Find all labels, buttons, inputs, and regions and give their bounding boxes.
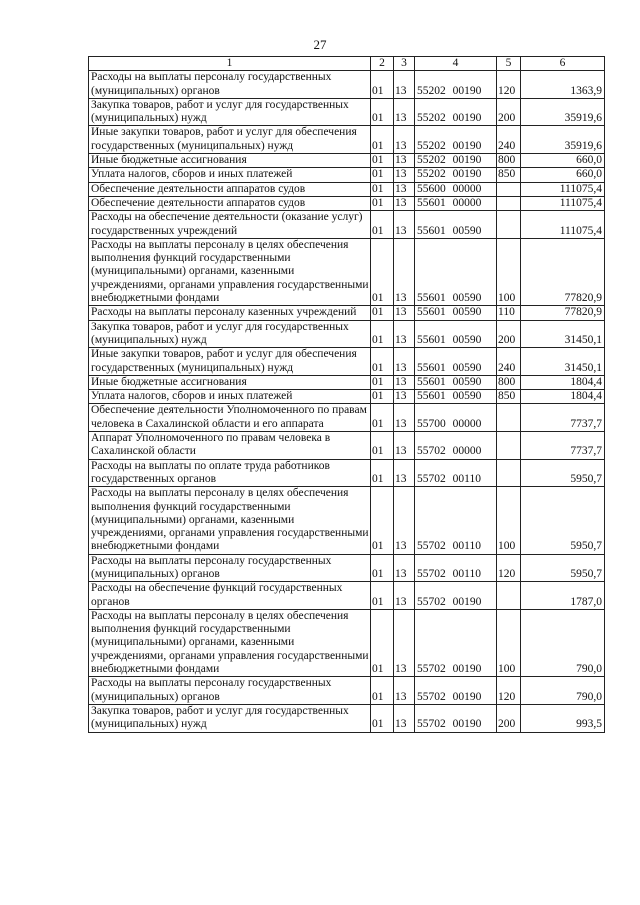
row-section: 01 <box>371 211 394 239</box>
row-section: 01 <box>371 168 394 182</box>
table-row <box>89 168 605 182</box>
row-expense-type: 120 <box>497 677 521 705</box>
row-subsection: 13 <box>394 154 415 168</box>
row-amount: 111075,4 <box>521 182 605 196</box>
table-row <box>89 609 605 676</box>
row-section: 01 <box>371 196 394 210</box>
row-target-article: 55700 00000 <box>415 404 497 432</box>
row-target-article: 55702 00110 <box>415 459 497 487</box>
row-expense-type <box>497 196 521 210</box>
row-amount: 5950,7 <box>521 459 605 487</box>
table-row <box>89 390 605 404</box>
table-row <box>89 554 605 582</box>
row-subsection: 13 <box>394 168 415 182</box>
table-row <box>89 320 605 348</box>
row-expense-type <box>497 582 521 610</box>
table-row <box>89 348 605 376</box>
table-row <box>89 196 605 210</box>
table-row <box>89 375 605 389</box>
row-target-article: 55202 00190 <box>415 98 497 126</box>
row-expense-type: 100 <box>497 238 521 305</box>
row-name: Закупка товаров, работ и услуг для государственных (муниципальных) нужд <box>89 320 371 348</box>
table-row <box>89 432 605 460</box>
row-target-article: 55202 00190 <box>415 154 497 168</box>
page-number: 27 <box>313 37 327 52</box>
row-target-article: 55601 00000 <box>415 196 497 210</box>
row-subsection: 13 <box>394 306 415 320</box>
table-row <box>89 306 605 320</box>
row-name: Расходы на выплаты персоналу в целях обеспечения выполнения функций государственными (муниципальными) органами, казенными учреждениями, органами управления государственными внебюджетными фондами <box>89 487 371 554</box>
row-expense-type: 800 <box>497 375 521 389</box>
row-amount: 77820,9 <box>521 238 605 305</box>
row-amount: 7737,7 <box>521 432 605 460</box>
row-target-article: 55702 00190 <box>415 704 497 732</box>
row-name: Расходы на выплаты персоналу государственных (муниципальных) органов <box>89 677 371 705</box>
row-expense-type <box>497 404 521 432</box>
table-row <box>89 98 605 126</box>
row-target-article: 55202 00190 <box>415 126 497 154</box>
row-name: Аппарат Уполномоченного по правам человека в Сахалинской области <box>89 432 371 460</box>
row-amount: 790,0 <box>521 609 605 676</box>
row-section: 01 <box>371 182 394 196</box>
row-expense-type: 110 <box>497 306 521 320</box>
row-amount: 660,0 <box>521 154 605 168</box>
row-amount: 111075,4 <box>521 211 605 239</box>
table-row <box>89 677 605 705</box>
row-amount: 77820,9 <box>521 306 605 320</box>
row-name: Расходы на выплаты персоналу в целях обеспечения выполнения функций государственными (муниципальными) органами, казенными учреждениями, органами управления государственными внебюджетными фондами <box>89 238 371 305</box>
row-section: 01 <box>371 238 394 305</box>
row-section: 01 <box>371 582 394 610</box>
row-expense-type: 100 <box>497 487 521 554</box>
table-row <box>89 404 605 432</box>
row-name: Расходы на выплаты персоналу государственных (муниципальных) органов <box>89 71 371 99</box>
row-amount: 1363,9 <box>521 71 605 99</box>
row-name: Иные закупки товаров, работ и услуг для обеспечения государственных (муниципальных) нужд <box>89 348 371 376</box>
row-target-article: 55702 00190 <box>415 677 497 705</box>
row-expense-type: 240 <box>497 126 521 154</box>
table-row <box>89 487 605 554</box>
row-name: Расходы на выплаты по оплате труда работников государственных органов <box>89 459 371 487</box>
row-section: 01 <box>371 306 394 320</box>
row-name: Обеспечение деятельности аппаратов судов <box>89 196 371 210</box>
row-amount: 7737,7 <box>521 404 605 432</box>
row-section: 01 <box>371 390 394 404</box>
row-expense-type: 120 <box>497 554 521 582</box>
row-target-article: 55601 00590 <box>415 211 497 239</box>
row-subsection: 13 <box>394 704 415 732</box>
row-amount: 5950,7 <box>521 487 605 554</box>
row-expense-type: 200 <box>497 320 521 348</box>
row-amount: 31450,1 <box>521 320 605 348</box>
row-target-article: 55601 00590 <box>415 375 497 389</box>
row-target-article: 55202 00190 <box>415 71 497 99</box>
row-amount: 1804,4 <box>521 390 605 404</box>
row-subsection: 13 <box>394 98 415 126</box>
row-name: Расходы на обеспечение деятельности (оказание услуг) государственных учреждений <box>89 211 371 239</box>
row-target-article: 55601 00590 <box>415 348 497 376</box>
row-expense-type: 850 <box>497 390 521 404</box>
row-name: Обеспечение деятельности аппаратов судов <box>89 182 371 196</box>
row-target-article: 55702 00110 <box>415 487 497 554</box>
row-section: 01 <box>371 432 394 460</box>
row-amount: 790,0 <box>521 677 605 705</box>
row-name: Расходы на выплаты персоналу в целях обеспечения выполнения функций государственными (муниципальными) органами, казенными учреждениями, органами управления государственными внебюджетными фондами <box>89 609 371 676</box>
row-section: 01 <box>371 348 394 376</box>
row-amount: 1787,0 <box>521 582 605 610</box>
row-amount: 5950,7 <box>521 554 605 582</box>
table-row <box>89 154 605 168</box>
row-subsection: 13 <box>394 404 415 432</box>
row-subsection: 13 <box>394 582 415 610</box>
column-header-4: 4 <box>415 57 497 71</box>
row-name: Обеспечение деятельности Уполномоченного по правам человека в Сахалинской области и его аппарата <box>89 404 371 432</box>
row-subsection: 13 <box>394 211 415 239</box>
row-name: Уплата налогов, сборов и иных платежей <box>89 390 371 404</box>
table-row <box>89 182 605 196</box>
row-amount: 1804,4 <box>521 375 605 389</box>
row-name: Иные закупки товаров, работ и услуг для обеспечения государственных (муниципальных) нужд <box>89 126 371 154</box>
row-target-article: 55702 00000 <box>415 432 497 460</box>
row-subsection: 13 <box>394 71 415 99</box>
row-subsection: 13 <box>394 677 415 705</box>
row-section: 01 <box>371 459 394 487</box>
row-section: 01 <box>371 375 394 389</box>
row-target-article: 55702 00190 <box>415 582 497 610</box>
row-name: Уплата налогов, сборов и иных платежей <box>89 168 371 182</box>
row-target-article: 55601 00590 <box>415 306 497 320</box>
table-row <box>89 71 605 99</box>
column-header-2: 2 <box>371 57 394 71</box>
row-subsection: 13 <box>394 348 415 376</box>
row-section: 01 <box>371 487 394 554</box>
budget-table <box>88 56 605 733</box>
table-row <box>89 211 605 239</box>
row-subsection: 13 <box>394 238 415 305</box>
row-section: 01 <box>371 404 394 432</box>
table-row <box>89 582 605 610</box>
row-expense-type: 800 <box>497 154 521 168</box>
row-expense-type <box>497 182 521 196</box>
row-subsection: 13 <box>394 320 415 348</box>
row-subsection: 13 <box>394 554 415 582</box>
column-header-6: 6 <box>521 57 605 71</box>
row-name: Иные бюджетные ассигнования <box>89 375 371 389</box>
row-expense-type <box>497 211 521 239</box>
row-target-article: 55600 00000 <box>415 182 497 196</box>
row-name: Закупка товаров, работ и услуг для государственных (муниципальных) нужд <box>89 704 371 732</box>
row-amount: 993,5 <box>521 704 605 732</box>
column-header-5: 5 <box>497 57 521 71</box>
row-subsection: 13 <box>394 609 415 676</box>
row-target-article: 55202 00190 <box>415 168 497 182</box>
row-subsection: 13 <box>394 432 415 460</box>
row-subsection: 13 <box>394 126 415 154</box>
table-row <box>89 459 605 487</box>
row-section: 01 <box>371 609 394 676</box>
row-expense-type: 850 <box>497 168 521 182</box>
table-row <box>89 704 605 732</box>
row-expense-type: 120 <box>497 71 521 99</box>
row-amount: 35919,6 <box>521 126 605 154</box>
row-target-article: 55601 00590 <box>415 238 497 305</box>
row-name: Расходы на обеспечение функций государственных органов <box>89 582 371 610</box>
row-section: 01 <box>371 71 394 99</box>
row-target-article: 55601 00590 <box>415 390 497 404</box>
column-header-3: 3 <box>394 57 415 71</box>
row-name: Иные бюджетные ассигнования <box>89 154 371 168</box>
row-subsection: 13 <box>394 459 415 487</box>
row-amount: 31450,1 <box>521 348 605 376</box>
row-expense-type: 240 <box>497 348 521 376</box>
row-subsection: 13 <box>394 196 415 210</box>
row-target-article: 55601 00590 <box>415 320 497 348</box>
table-row <box>89 238 605 305</box>
row-amount: 111075,4 <box>521 196 605 210</box>
row-amount: 35919,6 <box>521 98 605 126</box>
row-section: 01 <box>371 98 394 126</box>
row-subsection: 13 <box>394 182 415 196</box>
row-subsection: 13 <box>394 487 415 554</box>
table-row <box>89 126 605 154</box>
row-expense-type: 200 <box>497 98 521 126</box>
row-expense-type: 200 <box>497 704 521 732</box>
row-section: 01 <box>371 554 394 582</box>
row-section: 01 <box>371 677 394 705</box>
row-expense-type: 100 <box>497 609 521 676</box>
row-section: 01 <box>371 126 394 154</box>
column-header-1: 1 <box>89 57 371 71</box>
table-header-row <box>89 57 605 71</box>
row-section: 01 <box>371 154 394 168</box>
row-name: Расходы на выплаты персоналу казенных учреждений <box>89 306 371 320</box>
row-target-article: 55702 00190 <box>415 609 497 676</box>
row-subsection: 13 <box>394 375 415 389</box>
row-name: Закупка товаров, работ и услуг для государственных (муниципальных) нужд <box>89 98 371 126</box>
row-target-article: 55702 00110 <box>415 554 497 582</box>
row-section: 01 <box>371 320 394 348</box>
row-section: 01 <box>371 704 394 732</box>
row-expense-type <box>497 432 521 460</box>
row-expense-type <box>497 459 521 487</box>
row-amount: 660,0 <box>521 168 605 182</box>
row-name: Расходы на выплаты персоналу государственных (муниципальных) органов <box>89 554 371 582</box>
row-subsection: 13 <box>394 390 415 404</box>
